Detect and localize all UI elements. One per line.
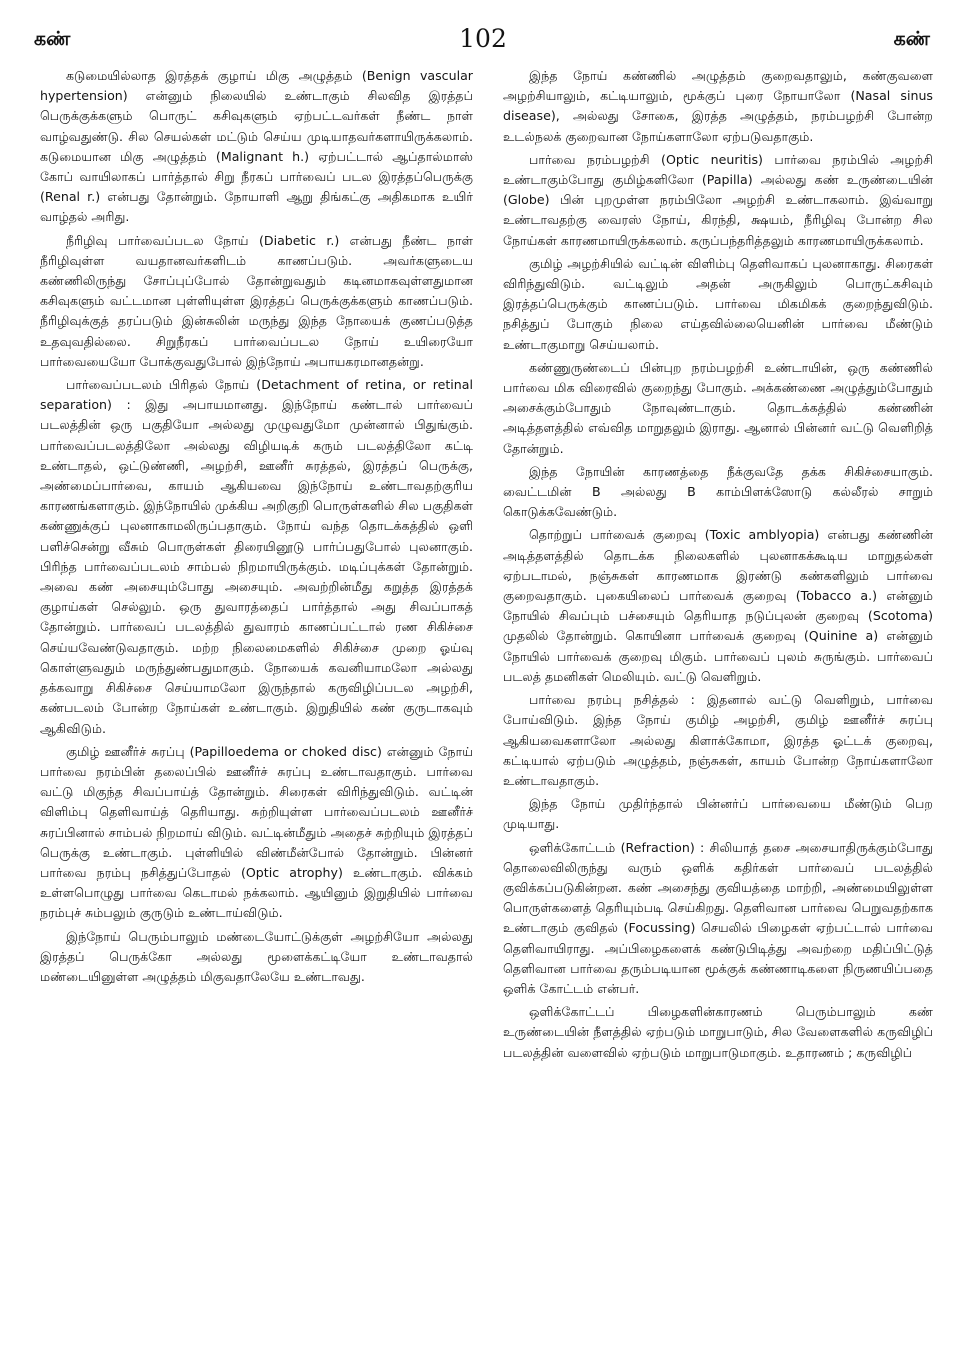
paragraph: கண்ணுருண்டைப் பின்புற நரம்பழற்சி உண்டாயின், ஒரு கண்ணில் பார்வை மிக விரைவில் குறைந்து போகும். அக்கண்ணை அழுத்தும்போதும் அசைக்கும்போதும் நோவுண்டாகும். தொடக்கத்தில் கண்ணின் அடித்தளத்தில் எவ்வித மாறுதலும் இராது. ஆனால் பின்னர் வட்டு வெளிறித் தோன்றும். — [503, 359, 933, 456]
paragraph: பார்வைப்படலம் பிரிதல் நோய் (Detachment of retina, or retinal separation) : இது அபாயமானது. இந்நோய் கண்டால் பார்வைப் படலத்தின் ஒரு பகுதியோ அல்லது முழுவதுமோ முன்னால் பிதுங்கும். பார்வைப்படலத்திலோ அல்லது விழியடிக் கரும் படலத்திலோ கட்டி உண்டாதல், ஒட்டுண்ணி, அழற்சி, ஊனீர் சுரத்தல், இரத்தப் பெருக்கு, அண்மைப்பார்வை, காயம் ஆகியவை இந்நோய் உண்டாவதற்குரிய காரணங்களாகும். இந்நோயில் முக்கிய அறிகுறி பொருள்களில் சில பகுதிகள் கண்ணுக்குப் புலனாகாமலிருப்பதாகும். நோய் வந்த தொடக்கத்தில் ஒளி பளிச்சென்று வீசும் பொருள்கள் திரையினூடு பார்ப்பதுபோல் புலனாகும். பிரிந்த பார்வைப்படலம் சாம்பல் நிறமாயிருக்கும். மடிப்புக்கள் தோன்றும். அவை கண் அசையும்போது அசையும். அவற்றின்மீது கறுத்த இரத்தக் குழாய்கள் செல்லும். ஒரு துவாரத்தைப் பார்த்தால் அது சிவப்பாகத் தோன்றும். பார்வைப் படலத்தில் துவாரம் காணப்பட்டால் ரண சிகிச்சை செய்யவேண்டுவதாகும். மற்ற நிலைமைகளில் சிகிச்சை முறை ஓய்வு கொள்ளுவதும் மருந்துண்பதுமாகும். நோயைக் கவனியாமலோ அல்லது தக்கவாறு சிகிச்சை செய்யாமலோ இருந்தால் கருவிழிப்படல அழற்சி, கண்படலம் போன்ற நோய்கள் உண்டாகும். இறுதியில் கண் குருடாகவும் ஆகிவிடும். — [40, 377, 473, 736]
running-head-left: கண் — [34, 28, 71, 50]
running-head-right: கண் — [893, 28, 930, 50]
paragraph: பார்வை நரம்பழற்சி (Optic neuritis) பார்வை நரம்பில் அழற்சி உண்டாகும்போது குமிழ்களிலோ (Papilla) அல்லது கண் உருண்டையின் (Globe) பின் புறமுள்ள நரம்பிலோ அழற்சி உண்டாகலாம். இவ்வாறு உண்டாவதற்கு வைரஸ் நோய், கிரந்தி, க்ஷயம், நீரிழிவு போன்ற சில நோய்கள் காரணமாயிருக்கலாம். கருப்பந்தரித்தலும் காரணமாயிருக்கலாம். — [503, 151, 933, 248]
paragraph: இந்த நோய் கண்ணில் அழுத்தம் குறைவதாலும், கண்குவளை அழற்சியாலும், கட்டியாலும், மூக்குப் புரை நோயாலோ (Nasal sinus disease), அல்லது சோகை, இரத்த அழுத்தம், நரம்பழற்சி போன்ற உடல்நலக் குறைவான நோய்களாலோ ஏற்படுவதாகும். — [503, 68, 933, 144]
paragraph: குமிழ் ஊனீர்ச் சுரப்பு (Papilloedema or choked disc) என்னும் நோய் பார்வை நரம்பின் தலைப்பில் ஊனீர்ச் சுரப்பு உண்டாவதாகும். பார்வை வட்டு மிகுந்த சிவப்பாய்த் தோன்றும். சிரைகள் விரிந்துவிடும். வட்டின் விளிம்பு தெளிவாய்த் தெரியாது. சுற்றியுள்ள பார்வைப்படலம் ஊனீர்ச் சுரப்பினால் சாம்பல் நிறமாய் விடும். வட்டின்மீதும் அதைச் சுற்றியும் இரத்தப் பெருக்கு உண்டாகும். புள்ளியில் விண்மீன்போல் தோன்றும். பின்னர் பார்வை நரம்பு நசித்துப்போதல் (Optic atrophy) உண்டாகும். விக்கம் உள்ளபொழுது பார்வை கெடாமல் நக்கலாம். ஆயினும் இறுதியில் பார்வை நரம்புச் சும்பலும் குருடும் உண்டாய்விடும். — [40, 743, 473, 921]
right-column — [503, 66, 933, 1356]
paragraph: குமிழ் அழற்சியில் வட்டின் விளிம்பு தெளிவாகப் புலனாகாது. சிரைகள் விரிந்துவிடும். வட்டிலும் அதன் அருகிலும் பொருட்கசிவும் இரத்தப்பெருக்கும் காணப்படும். பார்வை மிகமிகக் குறைந்துவிடும். நசித்துப் போகும் நிலை எய்தவில்லையெனின் பார்வை மீண்டும் உண்டாகுமாறு செய்யலாம். — [503, 255, 933, 352]
paragraph: இந்நோய் பெரும்பாலும் மண்டையோட்டுக்குள் அழற்சியோ அல்லது இரத்தப் பெருக்கோ அல்லது மூளைக்கட்டியோ உண்டாவதால் மண்டையினுள்ள அழுத்தம் மிகுவதாலேயே உண்டாவது. — [40, 928, 473, 984]
paragraph: இந்த நோயின் காரணத்தை நீக்குவதே தக்க சிகிச்சையாகும். வைட்டமின் B அல்லது B காம்பிளக்ஸோடு கல்லீரல் சாறும் கொடுக்கவேண்டும். — [503, 463, 933, 520]
paragraph: பார்வை நரம்பு நசித்தல் : இதனால் வட்டு வெளிறும், பார்வை போய்விடும். இந்த நோய் குமிழ் அழற்சி, குமிழ் ஊனீர்ச் சுரப்பு ஆகியவைகளாலோ அல்லது கிளாக்கோமா, இரத்த ஓட்டக் குறைவு, கட்டியால் ஏற்படும் அழுத்தம், நஞ்சுகள், காயம் போன்ற நோய்களாலோ உண்டாவதாகும். — [503, 692, 933, 788]
page-number: 102 — [459, 24, 507, 53]
paragraph: இந்த நோய் முதிர்ந்தால் பின்னர்ப் பார்வையை மீண்டும் பெற முடியாது. — [503, 796, 933, 832]
paragraph: தொற்றுப் பார்வைக் குறைவு (Toxic amblyopia) என்பது கண்ணின் அடித்தளத்தில் தொடக்க நிலைகளில் புலனாகக்கூடிய மாறுதல்கள் ஏற்படாமல், நஞ்சுகள் காரணமாக இரண்டு கண்களிலும் பார்வை குறைவதாகும். புகையிலைப் பார்வைக் குறைவு (Tobacco a.) என்னும் நோயில் சிவப்பும் பச்சையும் தெரியாத நடுப்புலன் குறைவு (Scotoma) முதலில் தோன்றும். கொயினா பார்வைக் குறைவு (Quinine a) என்னும் நோயில் பார்வைக் குறைவு மிகும். பார்வைப் புலம் சுருங்கும். பார்வைப் படலத் தமனிகள் மெலியும். வட்டு வெளிறும். — [503, 527, 933, 684]
left-column — [40, 66, 473, 1356]
paragraph: நீரிழிவு பார்வைப்படல நோய் (Diabetic r.) என்பது நீண்ட நாள் நீரிழிவுள்ள வயதானவர்களிடம் காணப்படும். அவர்களுடைய கண்ணிலிருந்து சோப்புப்போல் தோன்றுவதும் கடினமாகவுள்ளதுமான கசிவுகளும் வட்டமான புள்ளியுள்ள இரத்தப் பெருக்குக்களும் காணப்படும். நீரிழிவுக்குத் தரப்படும் இன்சுலின் மருந்து இந்த நோயைக் குணப்படுத்த உதவுவதில்லை. சிறுநீரகப் பார்வைப்படல நோய் உயிரையோ பார்வையையோ போக்குவதுபோல் இந்நோய் அபாயகரமானதன்று. — [40, 232, 473, 369]
paragraph: ஒளிக்கோட்டம் (Refraction) : சிலியாத் தசை அசையாதிருக்கும்போது தொலைவிலிருந்து வரும் ஒளிக் கதிர்கள் பார்வைப் படலத்தில் குவிக்கப்படுகின்றன. கண் அசைந்து குவியத்தை மாற்றி, அண்மையிலுள்ள பொருள்களைத் தெரியும்படி செய்கிறது. தெளிவான பார்வை பெறுவதற்காக உண்டாகும் குவிதல் (Focussing) செயலில் பிழைகள் ஏற்பட்டால் பார்வை தெளிவாயிராது. அப்பிழைகளைக் கண்டுபிடித்து அவற்றை மதிப்பிட்டுத் தெளிவான பார்வை தரும்படியான மூக்குக் கண்ணாடிகளை நிருணயிப்பதை ஒளிக் கோட்டம் என்பர். — [503, 839, 933, 996]
paragraph: கடுமையில்லாத இரத்தக் குழாய் மிகு அழுத்தம் (Benign vascular hypertension) என்னும் நிலையில் உண்டாகும் சிலவித இரத்தப் பெருக்குக்களும் பொருட் கசிவுகளும் ஏற்பட்டவர்கள் நீண்ட நாள் வாழ்வதுண்டு. சில செயல்கள் மட்டும் செய்ய முடியாதவர்களாயிருக்கலாம். கடுமையான மிகு அழுத்தம் (Malignant h.) ஏற்பட்டால் ஆப்தால்மாஸ் கோப் வாயிலாகப் பார்த்தால் சிறு நீரகப் பார்வைப் படல இரத்தப்பெருக்கு (Renal r.) என்பது தோன்றும். நோயாளி ஆறு திங்கட்கு அதிகமாக உயிர் வாழ்தல் அரிது. — [40, 68, 473, 225]
paragraph: ஒளிக்கோட்டப் பிழைகளின்காரணம் பெரும்பாலும் கண் உருண்டையின் நீளத்தில் ஏற்படும் மாறுபாடும், சில வேளைகளில் கருவிழிப் படலத்தின் வளைவில் ஏற்படும் மாறுபாடுமாகும். உதாரணம் ; கருவிழிப் — [503, 1004, 933, 1060]
